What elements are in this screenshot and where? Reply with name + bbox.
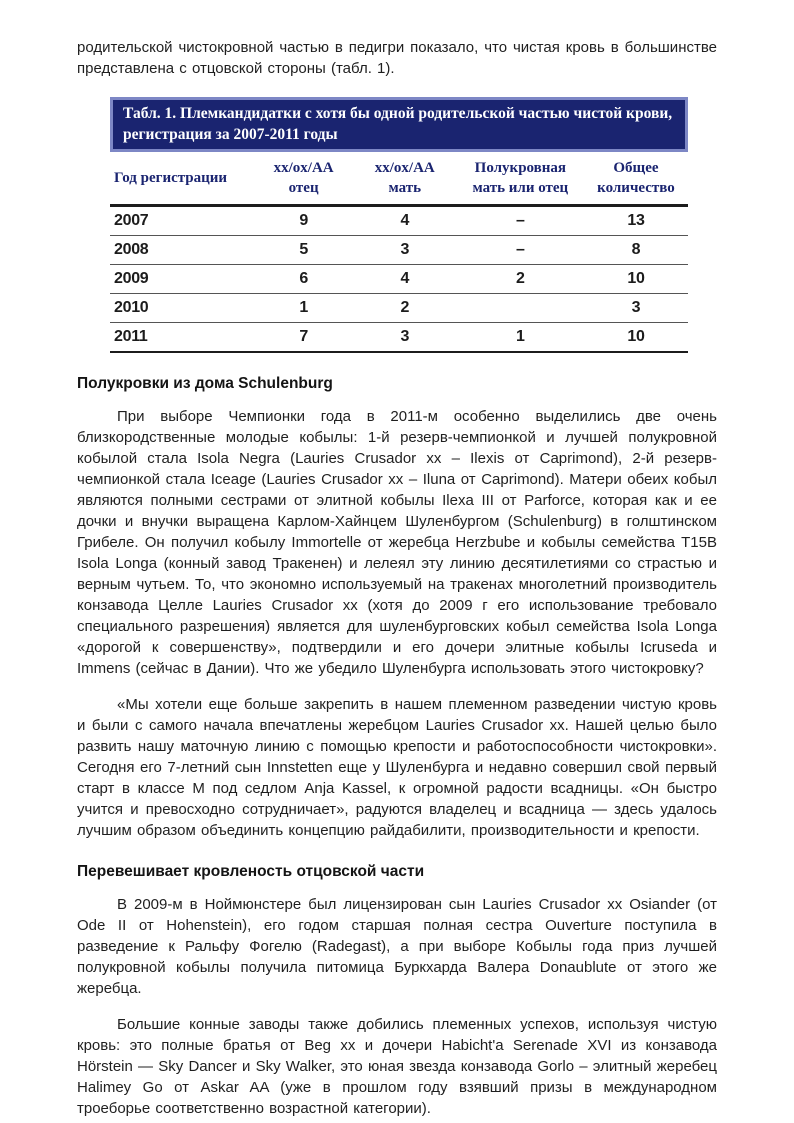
cell-value: – — [457, 236, 584, 265]
cell-year: 2010 — [110, 294, 255, 323]
cell-value: 1 — [457, 323, 584, 353]
column-header-text: количество — [597, 180, 675, 196]
cell-value: 4 — [353, 265, 457, 294]
body-paragraph: Большие конные заводы также добились племенных успехов, используя чистую кровь: это полные братья от Beg xx и дочери Habicht'a Serenade XVI из конзавода Hörstein — Sky Dancer и Sky Walker, это юная звезда конзавода Gorlo – элитный жеребец Halimey Go от Askar AA (уже в прошлом году взявший призы в международном троеборье соответственно возрастной категории). — [77, 1016, 717, 1117]
column-header-text: xx/ox/AA — [273, 160, 334, 176]
table-row — [110, 294, 688, 323]
cell-value: – — [457, 206, 584, 236]
column-header-sire — [255, 153, 353, 206]
column-header-text: Год регистрации — [114, 170, 228, 186]
column-header-text: xx/ox/AA — [374, 160, 435, 176]
cell-value — [457, 294, 584, 323]
column-header-text: мать или отец — [472, 180, 569, 196]
cell-year: 2009 — [110, 265, 255, 294]
cell-year: 2008 — [110, 236, 255, 265]
column-header-total — [584, 153, 688, 206]
cell-year: 2011 — [110, 323, 255, 353]
table-row — [110, 265, 688, 294]
column-header-halfblood — [457, 153, 584, 206]
column-header-text: отец — [288, 180, 319, 196]
cell-value: 8 — [584, 236, 688, 265]
column-header-year — [110, 153, 255, 206]
cell-value: 6 — [255, 265, 353, 294]
table-1-block — [110, 97, 688, 353]
cell-value: 5 — [255, 236, 353, 265]
table-row — [110, 323, 688, 353]
cell-year: 2007 — [110, 206, 255, 236]
cell-value: 3 — [353, 323, 457, 353]
cell-value: 1 — [255, 294, 353, 323]
table-title: Табл. 1. Племкандидатки с хотя бы одной родительской частью чистой крови, регистрация за 2007-2011 годы — [110, 97, 688, 152]
column-header-text: Полукровная — [474, 160, 567, 176]
cell-value: 2 — [457, 265, 584, 294]
body-paragraph: «Мы хотели еще больше закрепить в нашем племенном разведении чистую кровь и были с самого начала впечатлены жеребцом Lauries Crusador xx. Нашей целью было развить нашу маточную линию с помощью крепости и работоспособности чистокровки». Сегодня его 7-летний сын Innstetten еще у Шуленбурга и недавно совершил свой первый старт в классе М под седлом Anja Kassel, к огромной радости всадницы. «Он быстро учится и превосходно сотрудничает», радуются владелец и всадница — здесь удалось лучшим образом объединить концепцию райдабилити, производительности и крепости. — [77, 696, 717, 839]
table-row — [110, 206, 688, 236]
cell-value: 3 — [353, 236, 457, 265]
section-heading-schulenburg: Полукровки из дома Schulenburg — [77, 375, 333, 392]
table-header-row — [110, 153, 688, 206]
cell-value: 13 — [584, 206, 688, 236]
body-paragraph: В 2009-м в Ноймюнстере был лицензирован сын Lauries Crusador xx Osiander (от Ode II от Hohenstein), его годом старшая полная сестра Ouverture поступила в разведение к Ральфу Фогелю (Radegast), а при выборе Кобылы года приз лучшей полукровной кобылы получила питомица Буркхарда Валера Donaublute от этого же жеребца. — [77, 896, 717, 997]
cell-value: 2 — [353, 294, 457, 323]
column-header-dam — [353, 153, 457, 206]
intro-paragraph: родительской чистокровной частью в педигри показало, что чистая кровь в большинстве представлена с отцовской стороны (табл. 1). — [77, 39, 717, 77]
cell-value: 4 — [353, 206, 457, 236]
cell-value: 10 — [584, 265, 688, 294]
cell-value: 7 — [255, 323, 353, 353]
cell-value: 3 — [584, 294, 688, 323]
column-header-text: Общее — [613, 160, 659, 176]
section-heading-sire-blood: Перевешивает кровленость отцовской части — [77, 863, 425, 880]
data-table — [110, 153, 688, 353]
body-paragraph: При выборе Чемпионки года в 2011-м особенно выделились две очень близкородственные молодые кобылы: 1-й резерв-чемпионкой и лучшей полукровной кобылой стала Isola Negra (Lauries Crusador xx – Ilexis от Caprimond), 2-й резерв-чемпионкой стала Iceage (Lauries Crusador xx – Iluna от Caprimond). Матери обеих кобыл являются полными сестрами от элитной кобылы Ilexa III от Parforce, которая как и ее дочки и внучки выращена Карлом-Хайнцем Шуленбургом (Schulenburg) в голштинском Грибеле. Он получил кобылу Immortelle от жеребца Herzbube и кобылы семейства Т15В Isola Longa (конный завод Тракенен) и лелеял эту линию десятилетиями со страстью и верным чутьем. То, что экономно используемый на тракенах многолетний производитель конзавода Целле Lauries Crusador xx (хотя до 2009 г его использование требовало специального разрешения) является для шуленбурговских кобыл семейства Isola Longa «дорогой к совершенству», подтвердили и его дочери элитные кобылы Icruseda и Immens (сейчас в Дании). Что же убедило Шуленбурга использовать этого чистокровку? — [77, 408, 717, 677]
cell-value: 10 — [584, 323, 688, 353]
column-header-text: мать — [388, 180, 422, 196]
cell-value: 9 — [255, 206, 353, 236]
table-row — [110, 236, 688, 265]
